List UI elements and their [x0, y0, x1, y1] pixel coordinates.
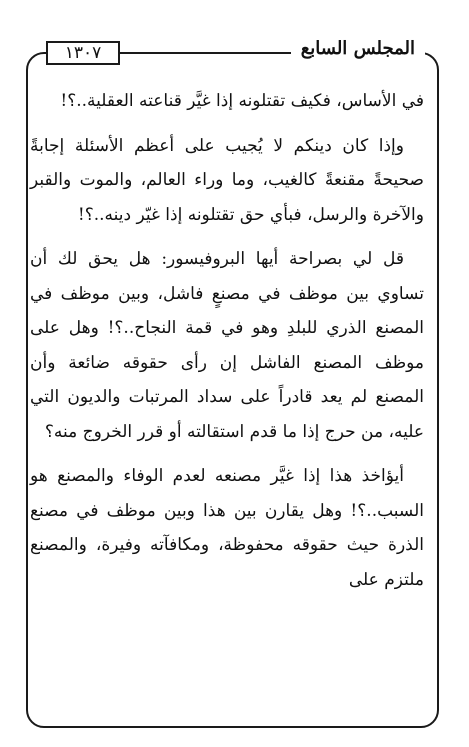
page-body [30, 84, 424, 607]
paragraph-1: في الأساس، فكيف تقتلونه إذا غيَّر قناعته العقلية..؟! [60, 91, 424, 111]
paragraph-2: وإذا كان دينكم لا يُجيب على أعظم الأسئلة إجابةً صحيحةً مقنعةً كالغيب، وما وراء العالم، والموت والقبر والآخرة والرسل، فبأي حق تقتلونه إذا غيّر دينه..؟! [30, 135, 424, 225]
chapter-title: المجلس السابع [291, 36, 425, 62]
page-number: ١٣٠٧ [46, 41, 120, 65]
paragraph-4: أيؤاخذ هذا إذا غيَّر مصنعه لعدم الوفاء والمصنع هو السبب..؟! وهل يقارن بين هذا وبين موظف في مصنع الذرة حيث حقوقه محفوظة، ومكافآته وفيرة، والمصنع ملتزم على [30, 466, 424, 590]
paragraph-3: قل لي بصراحة أيها البروفيسور: هل يحق لك أن تساوي بين موظف في مصنعٍ فاشل، وبين موظف في المصنع الذري للبلدِ وهو في قمة النجاح..؟! وهل على موظف المصنع الفاشل إن رأى حقوقه ضائعة وأن المصنع لم يعد قادراً على سداد المرتبات والديون التي عليه، من حرج إذا ما قدم استقالته أو قرر الخروج منه؟ [30, 249, 424, 442]
